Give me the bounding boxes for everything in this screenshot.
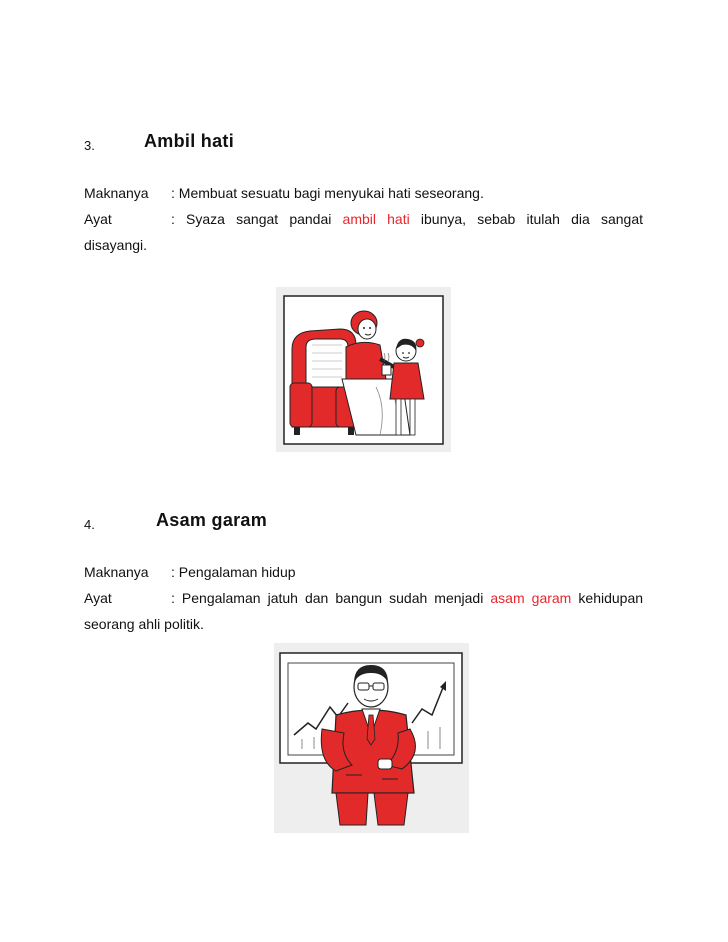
sentence-label: Ayat (84, 590, 112, 606)
sentence-label: Ayat (84, 211, 112, 227)
idiom-highlight: asam garam (490, 590, 572, 606)
meaning-text: : Membuat sesuatu bagi menyukai hati seseorang. (171, 185, 484, 201)
politician-with-chart-icon (274, 643, 469, 833)
meaning-label: Maknanya (84, 185, 149, 201)
mother-and-daughter-on-sofa-icon (276, 287, 451, 452)
meaning-label: Maknanya (84, 564, 149, 580)
entry-title: Ambil hati (144, 131, 235, 151)
entry-number: 3. (84, 138, 95, 153)
sentence-after: ibunya, sebab itulah dia sangat (420, 211, 644, 227)
sentence-before: : Syaza sangat pandai (171, 211, 332, 227)
sentence-continuation: seorang ahli politik. (84, 616, 204, 632)
sentence-line (171, 211, 643, 227)
meaning-text: : Pengalaman hidup (171, 564, 296, 580)
sentence-after: kehidupan (578, 590, 644, 606)
entry-number: 4. (84, 517, 95, 532)
sentence-before: : Pengalaman jatuh dan bangun sudah menjadi (171, 590, 484, 606)
entry-title: Asam garam (156, 510, 268, 530)
sentence-line (171, 590, 643, 606)
idiom-highlight: ambil hati (342, 211, 410, 227)
sentence-continuation: disayangi. (84, 237, 148, 253)
